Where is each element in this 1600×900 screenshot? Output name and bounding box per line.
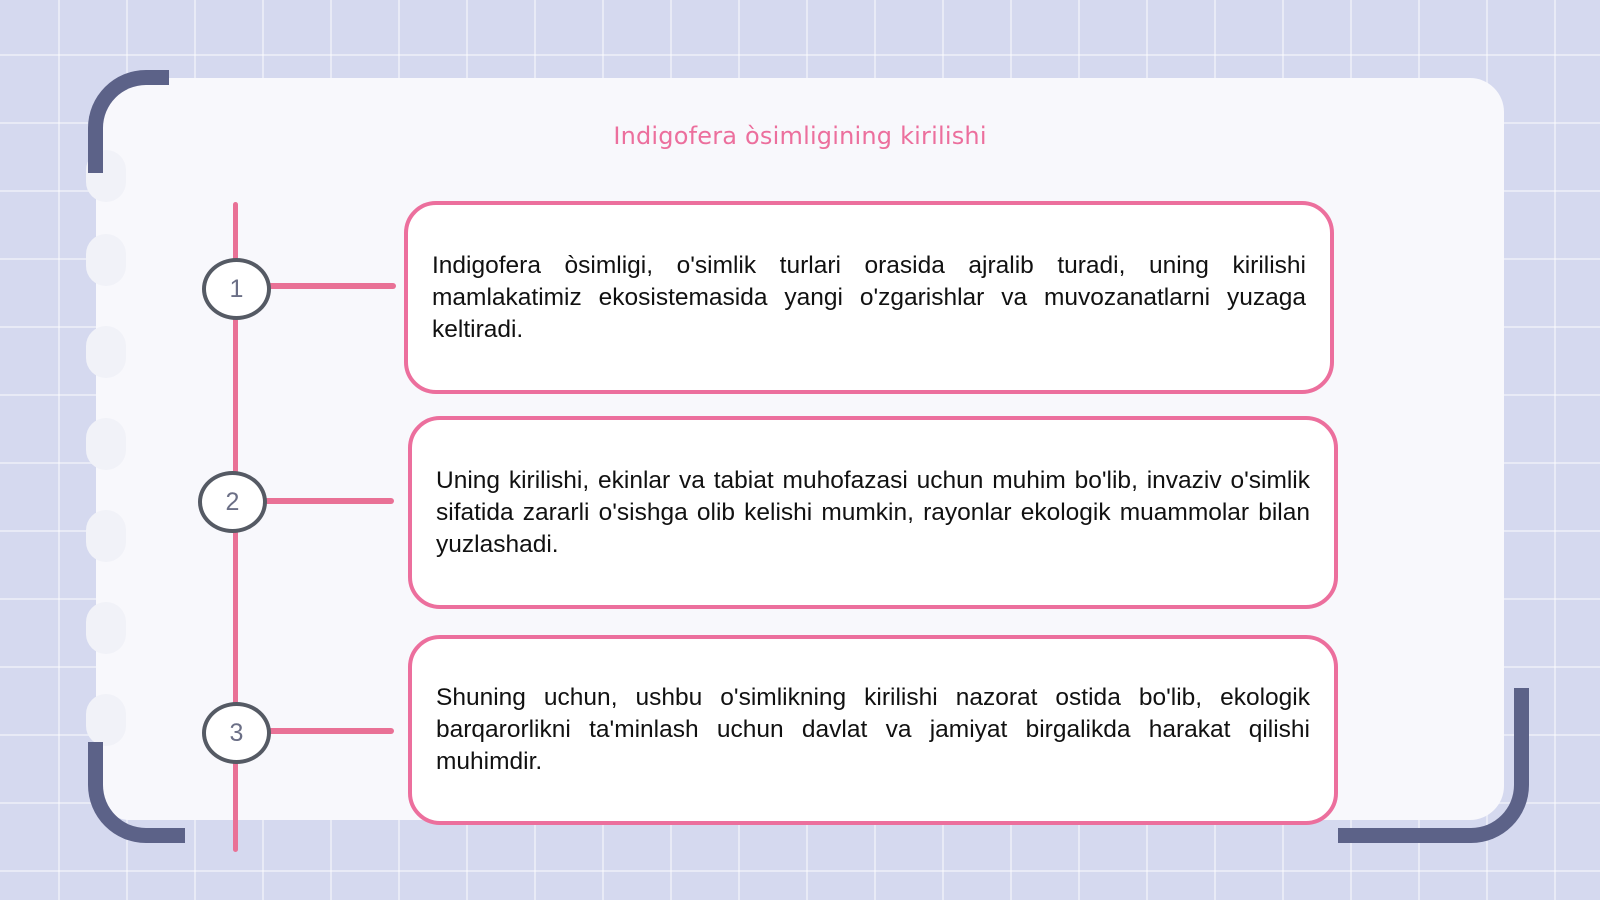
notebook-tab xyxy=(86,234,126,286)
step-text-2: Uning kirilishi, ekinlar va tabiat muhofazasi uchun muhim bo'lib, invaziv o'simlik sifatida zararli o'sishga olib kelishi mumkin, rayonlar ekologik muammolar bilan yuzlashadi. xyxy=(436,466,1310,558)
step-card-1 xyxy=(404,201,1334,394)
step-number-1: 1 xyxy=(202,258,271,320)
notebook-tab xyxy=(86,602,126,654)
notebook-tab xyxy=(86,510,126,562)
step-number-3: 3 xyxy=(202,702,271,764)
step-card-2 xyxy=(408,416,1338,609)
notebook-tab xyxy=(86,694,126,746)
step-number-2: 2 xyxy=(198,471,267,533)
timeline-connector xyxy=(264,498,394,504)
step-card-3 xyxy=(408,635,1338,825)
corner-bracket-bottom-left xyxy=(88,742,185,843)
timeline-connector xyxy=(268,283,396,289)
notebook-tab xyxy=(86,326,126,378)
slide-title: Indigofera òsimligining kirilishi xyxy=(613,122,987,150)
notebook-tab xyxy=(86,418,126,470)
step-text-3: Shuning uchun, ushbu o'simlikning kirilishi nazorat ostida bo'lib, ekologik barqarorlikni ta'minlash uchun davlat va jamiyat birgalikda harakat qilishi muhimdir. xyxy=(436,684,1310,775)
corner-bracket-bottom-right xyxy=(1338,688,1529,843)
timeline-connector xyxy=(268,728,394,734)
step-text-1: Indigofera òsimligi, o'simlik turlari orasida ajralib turadi, uning kirilishi mamlakatimiz ekosistemasida yangi o'zgarishlar va muvozanatlarni yuzaga keltiradi. xyxy=(432,251,1306,343)
